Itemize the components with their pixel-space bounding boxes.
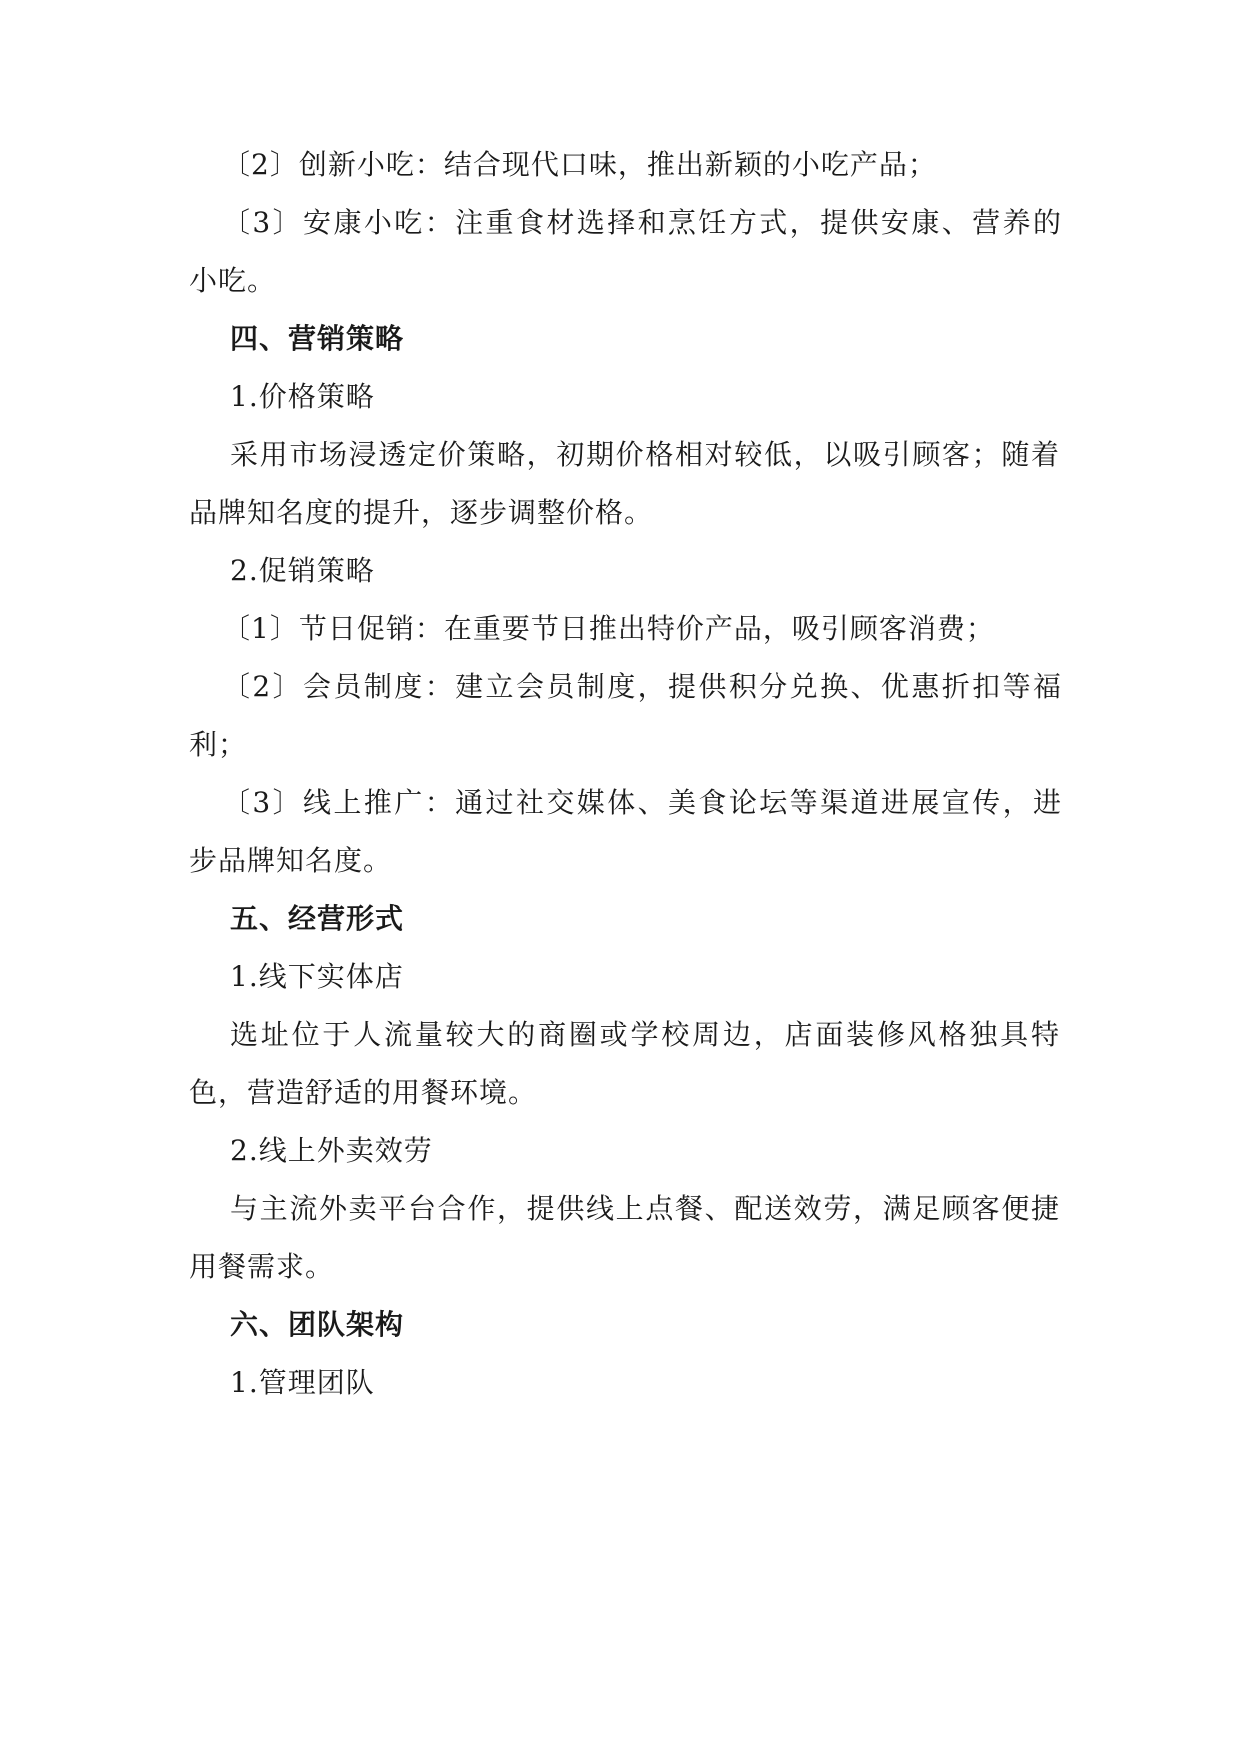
paragraph-line: 步品牌知名度。 bbox=[189, 844, 393, 877]
paragraph-line: 选址位于人流量较大的商圈或学校周边，店面装修风格独具特 bbox=[230, 1018, 1060, 1051]
subsection-title: 2.线上外卖效劳 bbox=[230, 1134, 433, 1167]
paragraph-line: 〔2〕会员制度：建立会员制度，提供积分兑换、优惠折扣等福 bbox=[222, 670, 1062, 703]
subsection-title: 1.管理团队 bbox=[230, 1366, 375, 1399]
paragraph-line: 〔1〕节日促销：在重要节日推出特价产品，吸引顾客消费； bbox=[222, 612, 995, 645]
paragraph-line: 〔3〕安康小吃：注重食材选择和烹饪方式，提供安康、营养的 bbox=[222, 206, 1062, 239]
section-heading: 六、团队架构 bbox=[230, 1308, 405, 1341]
paragraph-line: 利； bbox=[189, 728, 248, 761]
section-heading: 五、经营形式 bbox=[230, 902, 405, 935]
subsection-title: 1.价格策略 bbox=[230, 380, 375, 413]
paragraph-line: 小吃。 bbox=[189, 264, 277, 297]
paragraph-line: 用餐需求。 bbox=[189, 1250, 335, 1283]
subsection-title: 2.促销策略 bbox=[230, 554, 375, 587]
paragraph-line: 采用市场浸透定价策略，初期价格相对较低，以吸引顾客；随着 bbox=[230, 438, 1060, 471]
paragraph-line: 〔2〕创新小吃：结合现代口味，推出新颖的小吃产品； bbox=[222, 148, 937, 181]
subsection-title: 1.线下实体店 bbox=[230, 960, 404, 993]
paragraph-line: 〔3〕线上推广：通过社交媒体、美食论坛等渠道进展宣传，进 bbox=[222, 786, 1062, 819]
section-heading: 四、营销策略 bbox=[230, 322, 405, 355]
paragraph-line: 与主流外卖平台合作，提供线上点餐、配送效劳，满足顾客便捷 bbox=[230, 1192, 1060, 1225]
paragraph-line: 色，营造舒适的用餐环境。 bbox=[189, 1076, 538, 1109]
paragraph-line: 品牌知名度的提升，逐步调整价格。 bbox=[189, 496, 654, 529]
